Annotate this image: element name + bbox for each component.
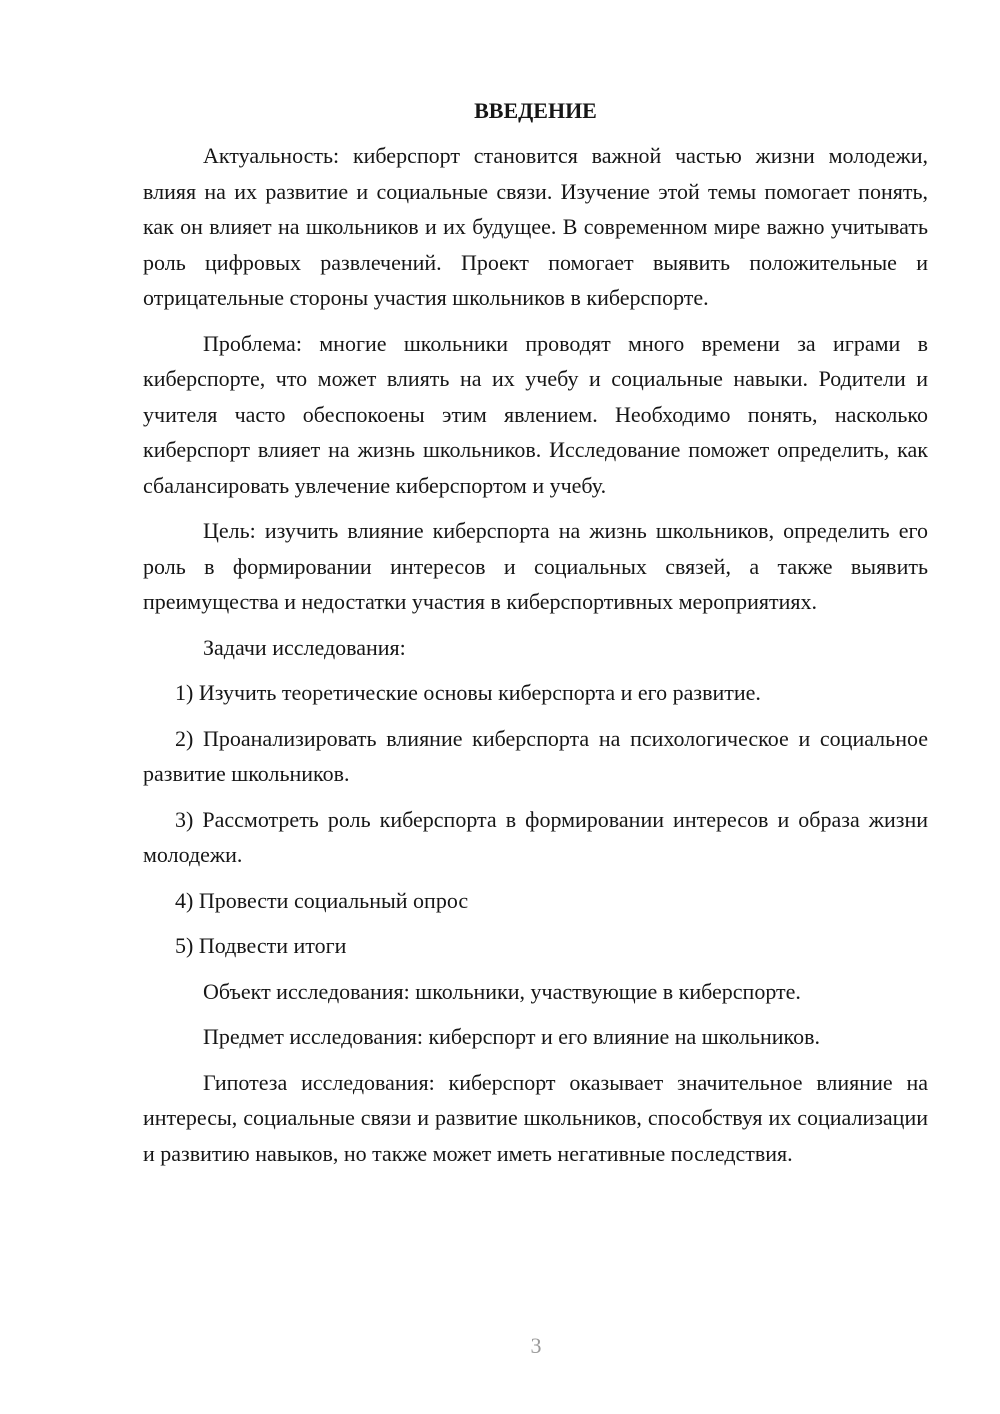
relevance-paragraph: Актуальность: киберспорт становится важной частью жизни молодежи, влияя на их развитие и социальные связи. Изучение этой темы помогает понять, как он влияет на школьников и их будущее. В современном мире важно учитывать роль цифровых развлечений. Проект помогает выявить положительные и отрицательные стороны участия школьников в киберспорте. <box>143 143 928 310</box>
document-page <box>143 96 928 1171</box>
page-number: 3 <box>530 1333 542 1358</box>
research-object: Объект исследования: школьники, участвующие в киберспорте. <box>203 978 801 1004</box>
task-item-2: 2) Проанализировать влияние киберспорта на психологическое и социальное развитие школьников. <box>143 725 928 786</box>
goal-paragraph: Цель: изучить влияние киберспорта на жизнь школьников, определить его роль в формировании интересов и социальных связей, а также выявить преимущества и недостатки участия в киберспортивных мероприятиях. <box>143 518 928 614</box>
tasks-heading: Задачи исследования: <box>203 634 406 660</box>
task-item-5: 5) Подвести итоги <box>175 933 347 958</box>
hypothesis-paragraph: Гипотеза исследования: киберспорт оказывает значительное влияние на интересы, социальные связи и развитие школьников, способствуя их социализации и развитию навыков, но также может иметь негативные последствия. <box>143 1069 928 1166</box>
task-item-3: 3) Рассмотреть роль киберспорта в формировании интересов и образа жизни молодежи. <box>143 806 928 867</box>
task-item-4: 4) Провести социальный опрос <box>175 887 469 913</box>
task-item-1: 1) Изучить теоретические основы киберспорта и его развитие. <box>175 680 761 705</box>
research-subject: Предмет исследования: киберспорт и его влияние на школьников. <box>203 1024 821 1049</box>
problem-paragraph: Проблема: многие школьники проводят много времени за играми в киберспорте, что может влиять на их учебу и социальные навыки. Родители и учителя часто обеспокоены этим явлением. Необходимо понять, насколько киберспорт влияет на жизнь школьников. Исследование поможет определить, как сбалансировать увлечение киберспортом и учебу. <box>143 330 928 498</box>
section-title: ВВЕДЕНИЕ <box>474 98 597 123</box>
